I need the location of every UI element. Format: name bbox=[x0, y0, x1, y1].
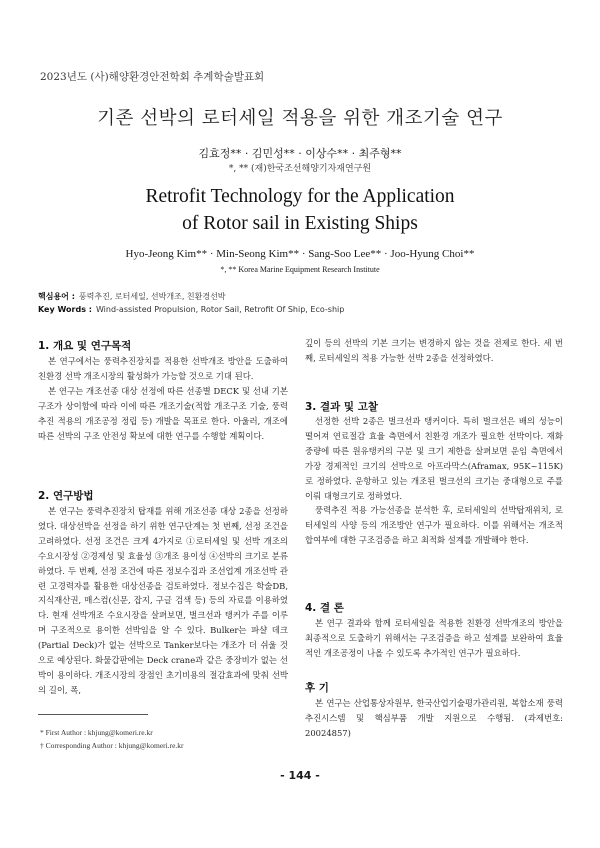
keywords-english-label: Key Words : bbox=[38, 305, 92, 314]
section-4-heading: 4. 결 론 bbox=[305, 602, 344, 614]
section-3-paragraph-1: 선정한 선박 2종은 벌크선과 탱커이다. 특히 벌크선은 배의 성능이 떨어져 연료절감 효율 측면에서 친환경 개조가 필요한 선박이다. 재화중량에 따른 원유탱커의 구분 및 크기 제한을 살펴보면 운임 측면에서 가장 경제적인 크기의 선박으로 아프라막스(Aframax, 95K~115K)로 정하였다. 운항하고 있는 개조된 벌크선의 크기는 중대형으로 주를 이뤄 대형크기로 정하였다. bbox=[305, 416, 563, 501]
section-3-heading: 3. 결과 및 고찰 bbox=[305, 401, 378, 413]
section-1-body bbox=[38, 354, 288, 443]
conference-header: 2023년도 (사)해양환경안전학회 추계학술발표회 bbox=[40, 71, 265, 83]
acknowledgement-paragraph: 본 연구는 산업통상자원부, 한국산업기술평가관리원, 복합소재 풍력추진시스템 및 핵심부품 개발 지원으로 수행됨. (과제번호: 20024857) bbox=[305, 698, 563, 738]
right-column-intro bbox=[305, 336, 563, 366]
paper-title-korean: 기존 선박의 로터세일 적용을 위한 개조기술 연구 bbox=[97, 108, 503, 129]
affiliation-korean: *, ** (재)한국조선해양기자재연구원 bbox=[228, 164, 372, 174]
authors-korean: 김효정** · 김민성** · 이상수** · 최주형** bbox=[198, 147, 402, 160]
footnote-first-author: * First Author : khjung@komeri.re.kr bbox=[40, 728, 153, 737]
affiliation-english: *, ** Korea Marine Equipment Research Institute bbox=[220, 265, 380, 274]
authors-english: Hyo-Jeong Kim** · Min-Seong Kim** · Sang-Soo Lee** · Joo-Hyung Choi** bbox=[125, 248, 475, 260]
paper-title-english bbox=[0, 183, 600, 237]
keywords-korean bbox=[38, 291, 226, 302]
section-2-continued: 깊이 등의 선박의 기본 크기는 변경하지 않는 것을 전제로 한다. 세 번째, 로터세일의 적용 가능한 선박 2종을 선정하였다. bbox=[305, 338, 563, 363]
footnote-divider bbox=[38, 714, 148, 715]
keywords-korean-text: 풍력추진, 로터세일, 선박개조, 친환경선박 bbox=[78, 292, 226, 301]
acknowledgement-body bbox=[305, 696, 563, 741]
footnote-corresponding-author: † Corresponding Author : khjung@komeri.re.kr bbox=[40, 741, 184, 750]
section-2-body bbox=[38, 504, 288, 698]
page-number: - 144 - bbox=[280, 769, 320, 782]
section-3-paragraph-2: 풍력추진 적용 가능선종을 분석한 후, 로터세일의 선박탑재위치, 로터세일의 사양 등의 개조방안 연구가 필요하다. 이를 위해서는 개조적합여부에 대한 구조검증을 하고 최적화 설계를 개발해야 한다. bbox=[305, 505, 563, 546]
section-3-body bbox=[305, 414, 563, 548]
keywords-english-text: Wind-assisted Propulsion, Rotor Sail, Retrofit Of Ship, Eco-ship bbox=[95, 305, 345, 314]
section-2-paragraph-1: 본 연구는 풍력추진장치 탑재를 위해 개조선종 대상 2종을 선정하였다. 대상선박을 선정을 하기 위한 연구단계는 첫 번째, 선정 조건을 고려하였다. 선정 조건은 크게 4가지로 ①로터세일 및 선박 개조의 수요시장성 ②경제성 및 효율성 ③개조 용이성 ④선박의 크기로 분류하였다. 두 번째, 선정 조건에 따른 정보수집과 조선업계 개조선박 관련 고경력자를 활용한 대상선종을 검토하였다. 정보수집은 학술DB, 지식재산권, 매스컴(신문, 잡지, 구글 검색 등) 등의 자료를 이용하였다. 현재 선박개조 수요시장을 살펴보면, 벌크선과 탱커가 주를 이루며 구조적으로 용이한 선박임을 알 수 있다. Bulker는 파샬 데크(Partial Deck)가 없는 선박으로 Tanker보다는 개조가 더 쉬울 것으로 예상된다. 화물갑판에는 Deck crane과 같은 중장비가 없는 선박이 용이하다. 개조시장의 장점인 초기비용의 절감효과에 맞춰 선박의 길이, 폭, bbox=[38, 506, 288, 695]
title-en-line1: Retrofit Technology for the Application bbox=[145, 186, 455, 207]
title-en-line2: of Rotor sail in Existing Ships bbox=[182, 213, 418, 234]
section-4-body bbox=[305, 616, 563, 661]
acknowledgement-heading: 후 기 bbox=[305, 682, 329, 694]
section-4-paragraph-1: 본 연구 결과와 함께 로터세일을 적용한 친환경 선박개조의 방안을 최종적으로 도출하기 위해서는 구조검증을 하고 설계를 보완하여 효율적인 개조공정이 나올 수 있도록 추가적인 연구가 필요하다. bbox=[305, 618, 563, 658]
section-1-paragraph-2: 본 연구는 개조선종 대상 선정에 따른 선종별 DECK 및 선내 기본 구조가 상이함에 따라 이에 따른 개조기술(적합 개조구조 기술, 풍력추진 적용의 개조공정 정립 등) 개발을 목표로 한다. 아울러, 개조에 따른 선박의 구조 안전성 확보에 대한 연구를 수행할 계획이다. bbox=[38, 385, 288, 441]
keywords-korean-label: 핵심용어 : bbox=[38, 292, 75, 301]
section-1-heading: 1. 개요 및 연구목적 bbox=[38, 340, 132, 352]
section-1-paragraph-1: 본 연구에서는 풍력추진장치를 적용한 선박개조 방안을 도출하여 친환경 선박 개조시장의 활성화가 가능할 것으로 기대 된다. bbox=[38, 356, 288, 381]
keywords-english bbox=[38, 305, 344, 314]
section-2-heading: 2. 연구방법 bbox=[38, 490, 94, 502]
